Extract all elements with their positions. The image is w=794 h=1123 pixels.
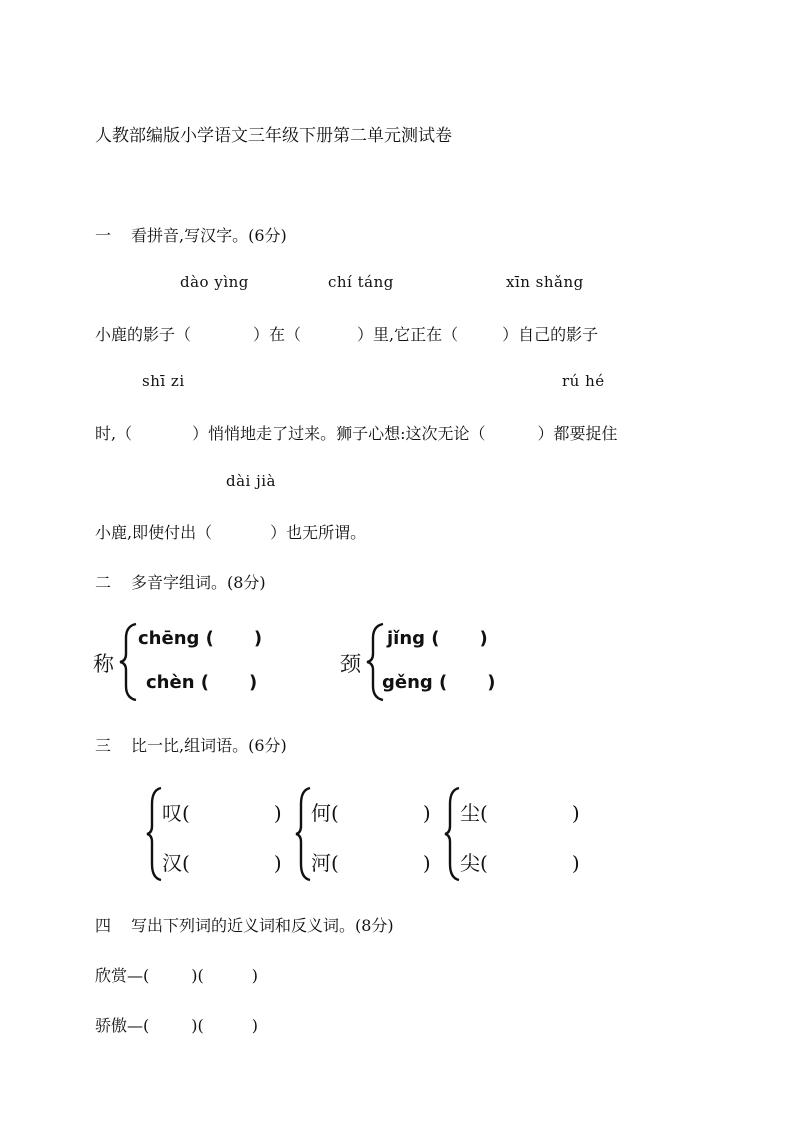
section-1-heading bbox=[95, 223, 287, 246]
synonym-row-jiaoao: 骄傲—( )( ) bbox=[95, 1016, 258, 1035]
pinyin-xin-shang: xīn shǎng bbox=[506, 273, 584, 291]
polyphone-char-cheng: 称 bbox=[93, 652, 114, 676]
compare-item-tan: 叹( ) bbox=[162, 801, 282, 825]
section-title: 比一比,组词语。(6分) bbox=[131, 736, 287, 755]
sentence-part: ）在（ bbox=[253, 325, 302, 344]
section-title: 多音字组词。(8分) bbox=[131, 573, 266, 592]
sentence-part: 时,（ bbox=[95, 424, 133, 443]
compare-item-han: 汉( ) bbox=[162, 851, 282, 875]
sentence-part: ）都要捉住 bbox=[537, 424, 618, 443]
section-number: 四 bbox=[95, 916, 112, 935]
reading-jing: jǐng ( ) bbox=[387, 628, 488, 649]
section-number: 一 bbox=[95, 226, 112, 245]
reading-cheng: chēng ( ) bbox=[138, 628, 263, 649]
pinyin-ru-he: rú hé bbox=[562, 372, 605, 390]
sentence-line-2 bbox=[95, 421, 618, 444]
sentence-part: 小鹿的影子（ bbox=[95, 325, 192, 344]
synonym-row-xinshang: 欣赏—( )( ) bbox=[95, 966, 258, 985]
pinyin-shi-zi: shī zi bbox=[142, 372, 185, 390]
compare-item-chen: 尘( ) bbox=[460, 801, 580, 825]
section-number: 二 bbox=[95, 573, 112, 592]
sentence-part: ）里,它正在（ bbox=[357, 325, 459, 344]
section-title: 写出下列词的近义词和反义词。(8分) bbox=[131, 916, 394, 935]
pinyin-dao-ying: dào yìng bbox=[180, 273, 249, 291]
section-2-heading bbox=[95, 570, 266, 593]
page-title: 人教部编版小学语文三年级下册第二单元测试卷 bbox=[95, 126, 452, 146]
left-brace-icon bbox=[118, 622, 140, 702]
sentence-part: ）自己的影子 bbox=[502, 325, 599, 344]
polyphone-char-jing: 颈 bbox=[340, 652, 361, 676]
sentence-part: ）也无所谓。 bbox=[270, 523, 367, 542]
sentence-part: 小鹿,即使付出（ bbox=[95, 523, 213, 542]
compare-item-he: 何( ) bbox=[311, 801, 431, 825]
section-title: 看拼音,写汉字。(6分) bbox=[131, 226, 287, 245]
compare-item-jian: 尖( ) bbox=[460, 851, 580, 875]
reading-geng: gěng ( ) bbox=[382, 672, 496, 693]
sentence-line-3 bbox=[95, 520, 366, 543]
section-4-heading bbox=[95, 913, 394, 936]
pinyin-dai-jia: dài jià bbox=[226, 472, 277, 490]
sentence-line-1 bbox=[95, 322, 598, 345]
section-3-heading bbox=[95, 733, 287, 756]
pinyin-chi-tang: chí táng bbox=[328, 273, 394, 291]
compare-item-he-river: 河( ) bbox=[311, 851, 431, 875]
section-number: 三 bbox=[95, 736, 112, 755]
sentence-part: ）悄悄地走了过来。狮子心想:这次无论（ bbox=[192, 424, 486, 443]
reading-chen: chèn ( ) bbox=[146, 672, 258, 693]
